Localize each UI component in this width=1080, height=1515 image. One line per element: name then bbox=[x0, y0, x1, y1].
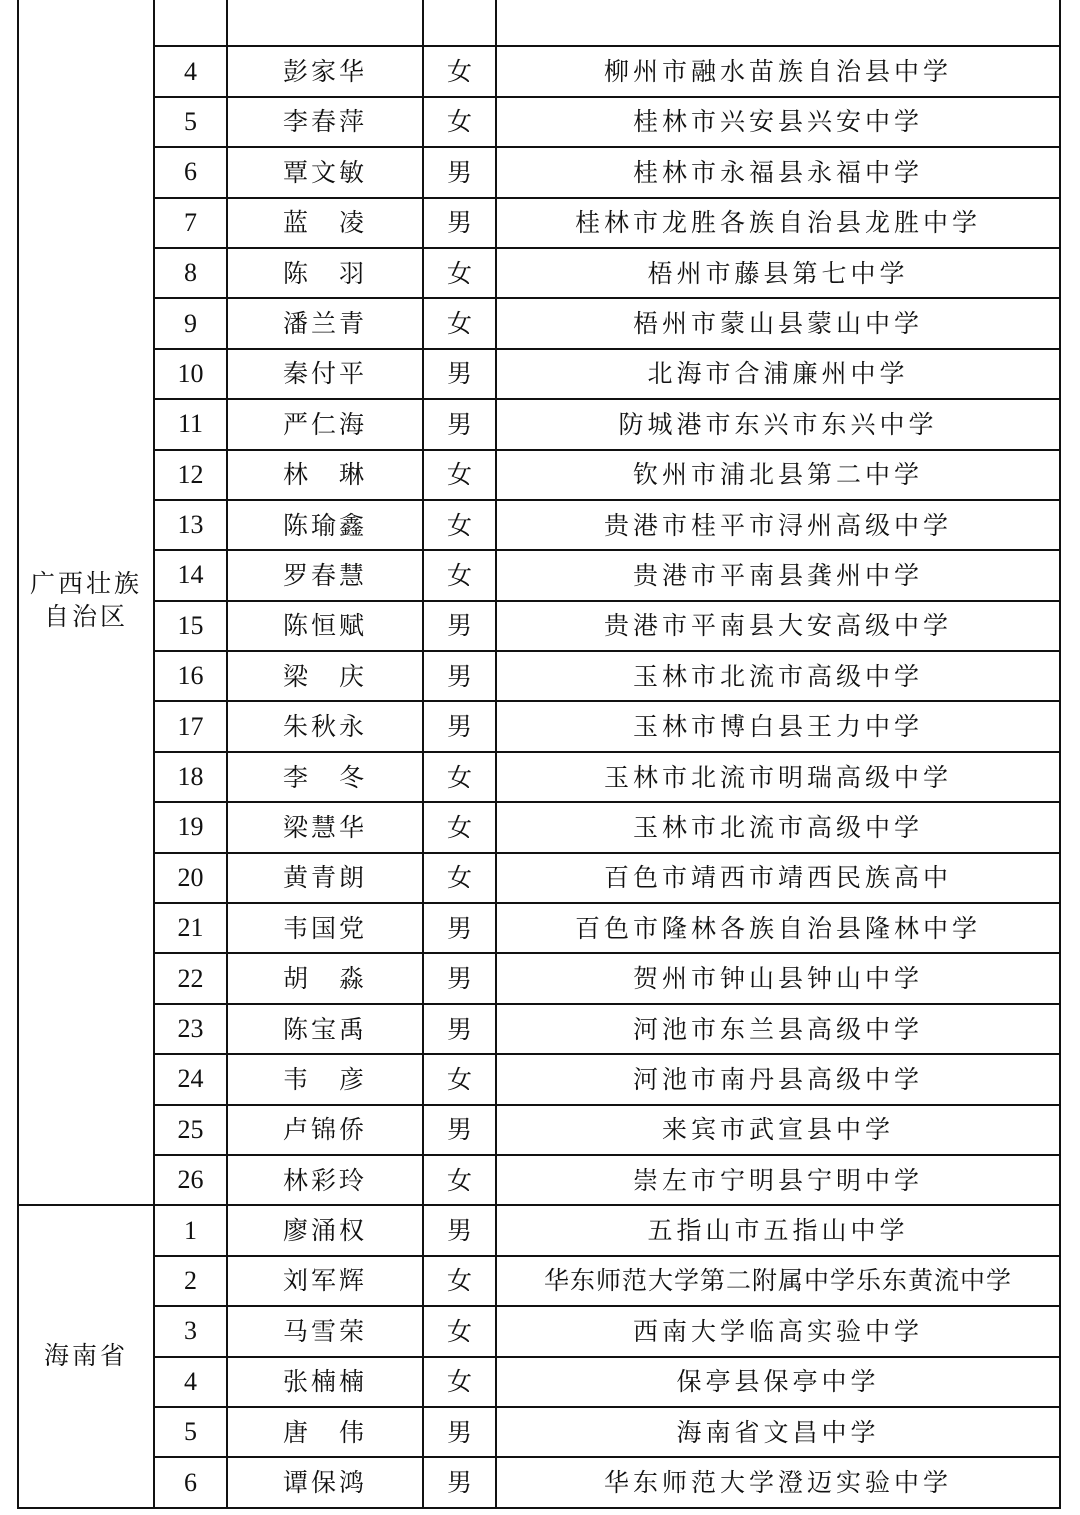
student-gender: 男 bbox=[423, 701, 496, 751]
row-number: 24 bbox=[154, 1054, 227, 1104]
school-name: 河池市东兰县高级中学 bbox=[496, 1004, 1060, 1054]
student-gender: 男 bbox=[423, 1205, 496, 1255]
student-gender: 男 bbox=[423, 1105, 496, 1155]
table-row bbox=[18, 903, 1060, 953]
school-name: 海南省文昌中学 bbox=[496, 1407, 1060, 1457]
row-number: 4 bbox=[154, 1357, 227, 1407]
row-number: 10 bbox=[154, 349, 227, 399]
school-name: 柳州市融水苗族自治县中学 bbox=[496, 46, 1060, 96]
row-number: 21 bbox=[154, 903, 227, 953]
table-row bbox=[18, 953, 1060, 1003]
school-name: 桂林市兴安县兴安中学 bbox=[496, 97, 1060, 147]
student-name: 朱秋永 bbox=[227, 701, 423, 751]
student-name: 陈恒赋 bbox=[227, 601, 423, 651]
school-name: 百色市隆林各族自治县隆林中学 bbox=[496, 903, 1060, 953]
school-name: 五指山市五指山中学 bbox=[496, 1205, 1060, 1255]
table-row bbox=[18, 1357, 1060, 1407]
student-gender: 男 bbox=[423, 147, 496, 197]
school-name: 梧州市藤县第七中学 bbox=[496, 248, 1060, 298]
roster-table bbox=[17, 0, 1061, 1509]
school-name: 华东师范大学第二附属中学乐东黄流中学 bbox=[496, 1256, 1060, 1306]
table-row bbox=[18, 1407, 1060, 1457]
row-number: 18 bbox=[154, 752, 227, 802]
student-name: 李春萍 bbox=[227, 97, 423, 147]
student-gender: 女 bbox=[423, 298, 496, 348]
student-name: 覃文敏 bbox=[227, 147, 423, 197]
school-name: 崇左市宁明县宁明中学 bbox=[496, 1155, 1060, 1205]
student-gender: 男 bbox=[423, 349, 496, 399]
table-row bbox=[18, 1205, 1060, 1255]
school-name: 贵港市桂平市浔州高级中学 bbox=[496, 500, 1060, 550]
student-gender: 女 bbox=[423, 46, 496, 96]
student-gender: 女 bbox=[423, 500, 496, 550]
student-name: 蓝 凌 bbox=[227, 198, 423, 248]
student-gender: 女 bbox=[423, 248, 496, 298]
student-name bbox=[227, 0, 423, 46]
student-gender bbox=[423, 0, 496, 46]
school-name: 钦州市浦北县第二中学 bbox=[496, 450, 1060, 500]
row-number: 4 bbox=[154, 46, 227, 96]
table-row bbox=[18, 349, 1060, 399]
table-row bbox=[18, 853, 1060, 903]
row-number: 25 bbox=[154, 1105, 227, 1155]
school-name: 桂林市龙胜各族自治县龙胜中学 bbox=[496, 198, 1060, 248]
student-gender: 女 bbox=[423, 802, 496, 852]
student-name: 彭家华 bbox=[227, 46, 423, 96]
row-number: 14 bbox=[154, 550, 227, 600]
student-name: 陈 羽 bbox=[227, 248, 423, 298]
row-number: 13 bbox=[154, 500, 227, 550]
school-name: 来宾市武宣县中学 bbox=[496, 1105, 1060, 1155]
region-name-line: 广西壮族 bbox=[29, 569, 142, 599]
table-row bbox=[18, 601, 1060, 651]
student-name: 廖涌权 bbox=[227, 1205, 423, 1255]
student-gender: 女 bbox=[423, 550, 496, 600]
school-name: 桂林市永福县永福中学 bbox=[496, 147, 1060, 197]
school-name: 贺州市钟山县钟山中学 bbox=[496, 953, 1060, 1003]
table-row bbox=[18, 147, 1060, 197]
table-row bbox=[18, 1256, 1060, 1306]
table-row bbox=[18, 1054, 1060, 1104]
row-number: 5 bbox=[154, 1407, 227, 1457]
row-number: 8 bbox=[154, 248, 227, 298]
row-number: 11 bbox=[154, 399, 227, 449]
table-row bbox=[18, 1105, 1060, 1155]
school-name: 华东师范大学澄迈实验中学 bbox=[496, 1457, 1060, 1507]
student-name: 马雪荣 bbox=[227, 1306, 423, 1356]
student-gender: 女 bbox=[423, 450, 496, 500]
student-name: 卢锦侨 bbox=[227, 1105, 423, 1155]
student-name: 梁 庆 bbox=[227, 651, 423, 701]
table-row bbox=[18, 802, 1060, 852]
student-name: 韦 彦 bbox=[227, 1054, 423, 1104]
roster-body bbox=[18, 0, 1060, 1508]
school-name: 北海市合浦廉州中学 bbox=[496, 349, 1060, 399]
school-name: 西南大学临高实验中学 bbox=[496, 1306, 1060, 1356]
row-number: 20 bbox=[154, 853, 227, 903]
school-name: 玉林市北流市明瑞高级中学 bbox=[496, 752, 1060, 802]
student-name: 刘军辉 bbox=[227, 1256, 423, 1306]
table-row bbox=[18, 298, 1060, 348]
row-number: 6 bbox=[154, 147, 227, 197]
student-gender: 女 bbox=[423, 97, 496, 147]
row-number: 22 bbox=[154, 953, 227, 1003]
table-row bbox=[18, 97, 1060, 147]
row-number: 1 bbox=[154, 1205, 227, 1255]
table-row bbox=[18, 1004, 1060, 1054]
table-row bbox=[18, 46, 1060, 96]
table-row bbox=[18, 500, 1060, 550]
table-row bbox=[18, 1306, 1060, 1356]
table-row bbox=[18, 1457, 1060, 1507]
region-cell bbox=[18, 1205, 154, 1507]
table-row bbox=[18, 701, 1060, 751]
row-number: 2 bbox=[154, 1256, 227, 1306]
table-row bbox=[18, 399, 1060, 449]
school-name: 玉林市北流市高级中学 bbox=[496, 802, 1060, 852]
row-number: 19 bbox=[154, 802, 227, 852]
student-gender: 男 bbox=[423, 198, 496, 248]
school-name: 玉林市北流市高级中学 bbox=[496, 651, 1060, 701]
row-number: 26 bbox=[154, 1155, 227, 1205]
student-gender: 男 bbox=[423, 903, 496, 953]
student-gender: 女 bbox=[423, 853, 496, 903]
student-gender: 女 bbox=[423, 1155, 496, 1205]
row-number bbox=[154, 0, 227, 46]
student-name: 陈瑜鑫 bbox=[227, 500, 423, 550]
school-name: 贵港市平南县龚州中学 bbox=[496, 550, 1060, 600]
student-name: 罗春慧 bbox=[227, 550, 423, 600]
student-gender: 男 bbox=[423, 601, 496, 651]
table-row bbox=[18, 550, 1060, 600]
region-name-line: 海南省 bbox=[43, 1341, 128, 1371]
table-row bbox=[18, 450, 1060, 500]
student-gender: 女 bbox=[423, 752, 496, 802]
school-name: 保亭县保亭中学 bbox=[496, 1357, 1060, 1407]
student-gender: 男 bbox=[423, 1407, 496, 1457]
student-name: 韦国党 bbox=[227, 903, 423, 953]
school-name: 百色市靖西市靖西民族高中 bbox=[496, 853, 1060, 903]
student-gender: 男 bbox=[423, 1004, 496, 1054]
student-name: 梁慧华 bbox=[227, 802, 423, 852]
table-row bbox=[18, 198, 1060, 248]
student-name: 黄青朗 bbox=[227, 853, 423, 903]
school-name: 梧州市蒙山县蒙山中学 bbox=[496, 298, 1060, 348]
student-name: 林 琳 bbox=[227, 450, 423, 500]
row-number: 6 bbox=[154, 1457, 227, 1507]
student-gender: 女 bbox=[423, 1256, 496, 1306]
student-name: 严仁海 bbox=[227, 399, 423, 449]
row-number: 3 bbox=[154, 1306, 227, 1356]
table-row bbox=[18, 651, 1060, 701]
row-number: 16 bbox=[154, 651, 227, 701]
student-name: 唐 伟 bbox=[227, 1407, 423, 1457]
student-name: 谭保鸿 bbox=[227, 1457, 423, 1507]
student-gender: 男 bbox=[423, 1457, 496, 1507]
student-name: 张楠楠 bbox=[227, 1357, 423, 1407]
student-name: 林彩玲 bbox=[227, 1155, 423, 1205]
table-row bbox=[18, 752, 1060, 802]
row-number: 12 bbox=[154, 450, 227, 500]
row-number: 17 bbox=[154, 701, 227, 751]
student-name: 秦付平 bbox=[227, 349, 423, 399]
student-name: 胡 淼 bbox=[227, 953, 423, 1003]
table-row bbox=[18, 1155, 1060, 1205]
student-gender: 女 bbox=[423, 1054, 496, 1104]
region-name-line: 自治区 bbox=[43, 601, 128, 631]
student-gender: 女 bbox=[423, 1306, 496, 1356]
student-name: 陈宝禹 bbox=[227, 1004, 423, 1054]
student-gender: 男 bbox=[423, 651, 496, 701]
school-name: 防城港市东兴市东兴中学 bbox=[496, 399, 1060, 449]
row-number: 15 bbox=[154, 601, 227, 651]
student-gender: 男 bbox=[423, 953, 496, 1003]
row-number: 7 bbox=[154, 198, 227, 248]
student-gender: 女 bbox=[423, 1357, 496, 1407]
region-cell bbox=[18, 0, 154, 1205]
school-name: 玉林市博白县王力中学 bbox=[496, 701, 1060, 751]
table-row bbox=[18, 0, 1060, 46]
student-gender: 男 bbox=[423, 399, 496, 449]
row-number: 9 bbox=[154, 298, 227, 348]
table-row bbox=[18, 248, 1060, 298]
row-number: 5 bbox=[154, 97, 227, 147]
school-name: 贵港市平南县大安高级中学 bbox=[496, 601, 1060, 651]
row-number: 23 bbox=[154, 1004, 227, 1054]
school-name bbox=[496, 0, 1060, 46]
student-name: 李 冬 bbox=[227, 752, 423, 802]
student-name: 潘兰青 bbox=[227, 298, 423, 348]
school-name: 河池市南丹县高级中学 bbox=[496, 1054, 1060, 1104]
